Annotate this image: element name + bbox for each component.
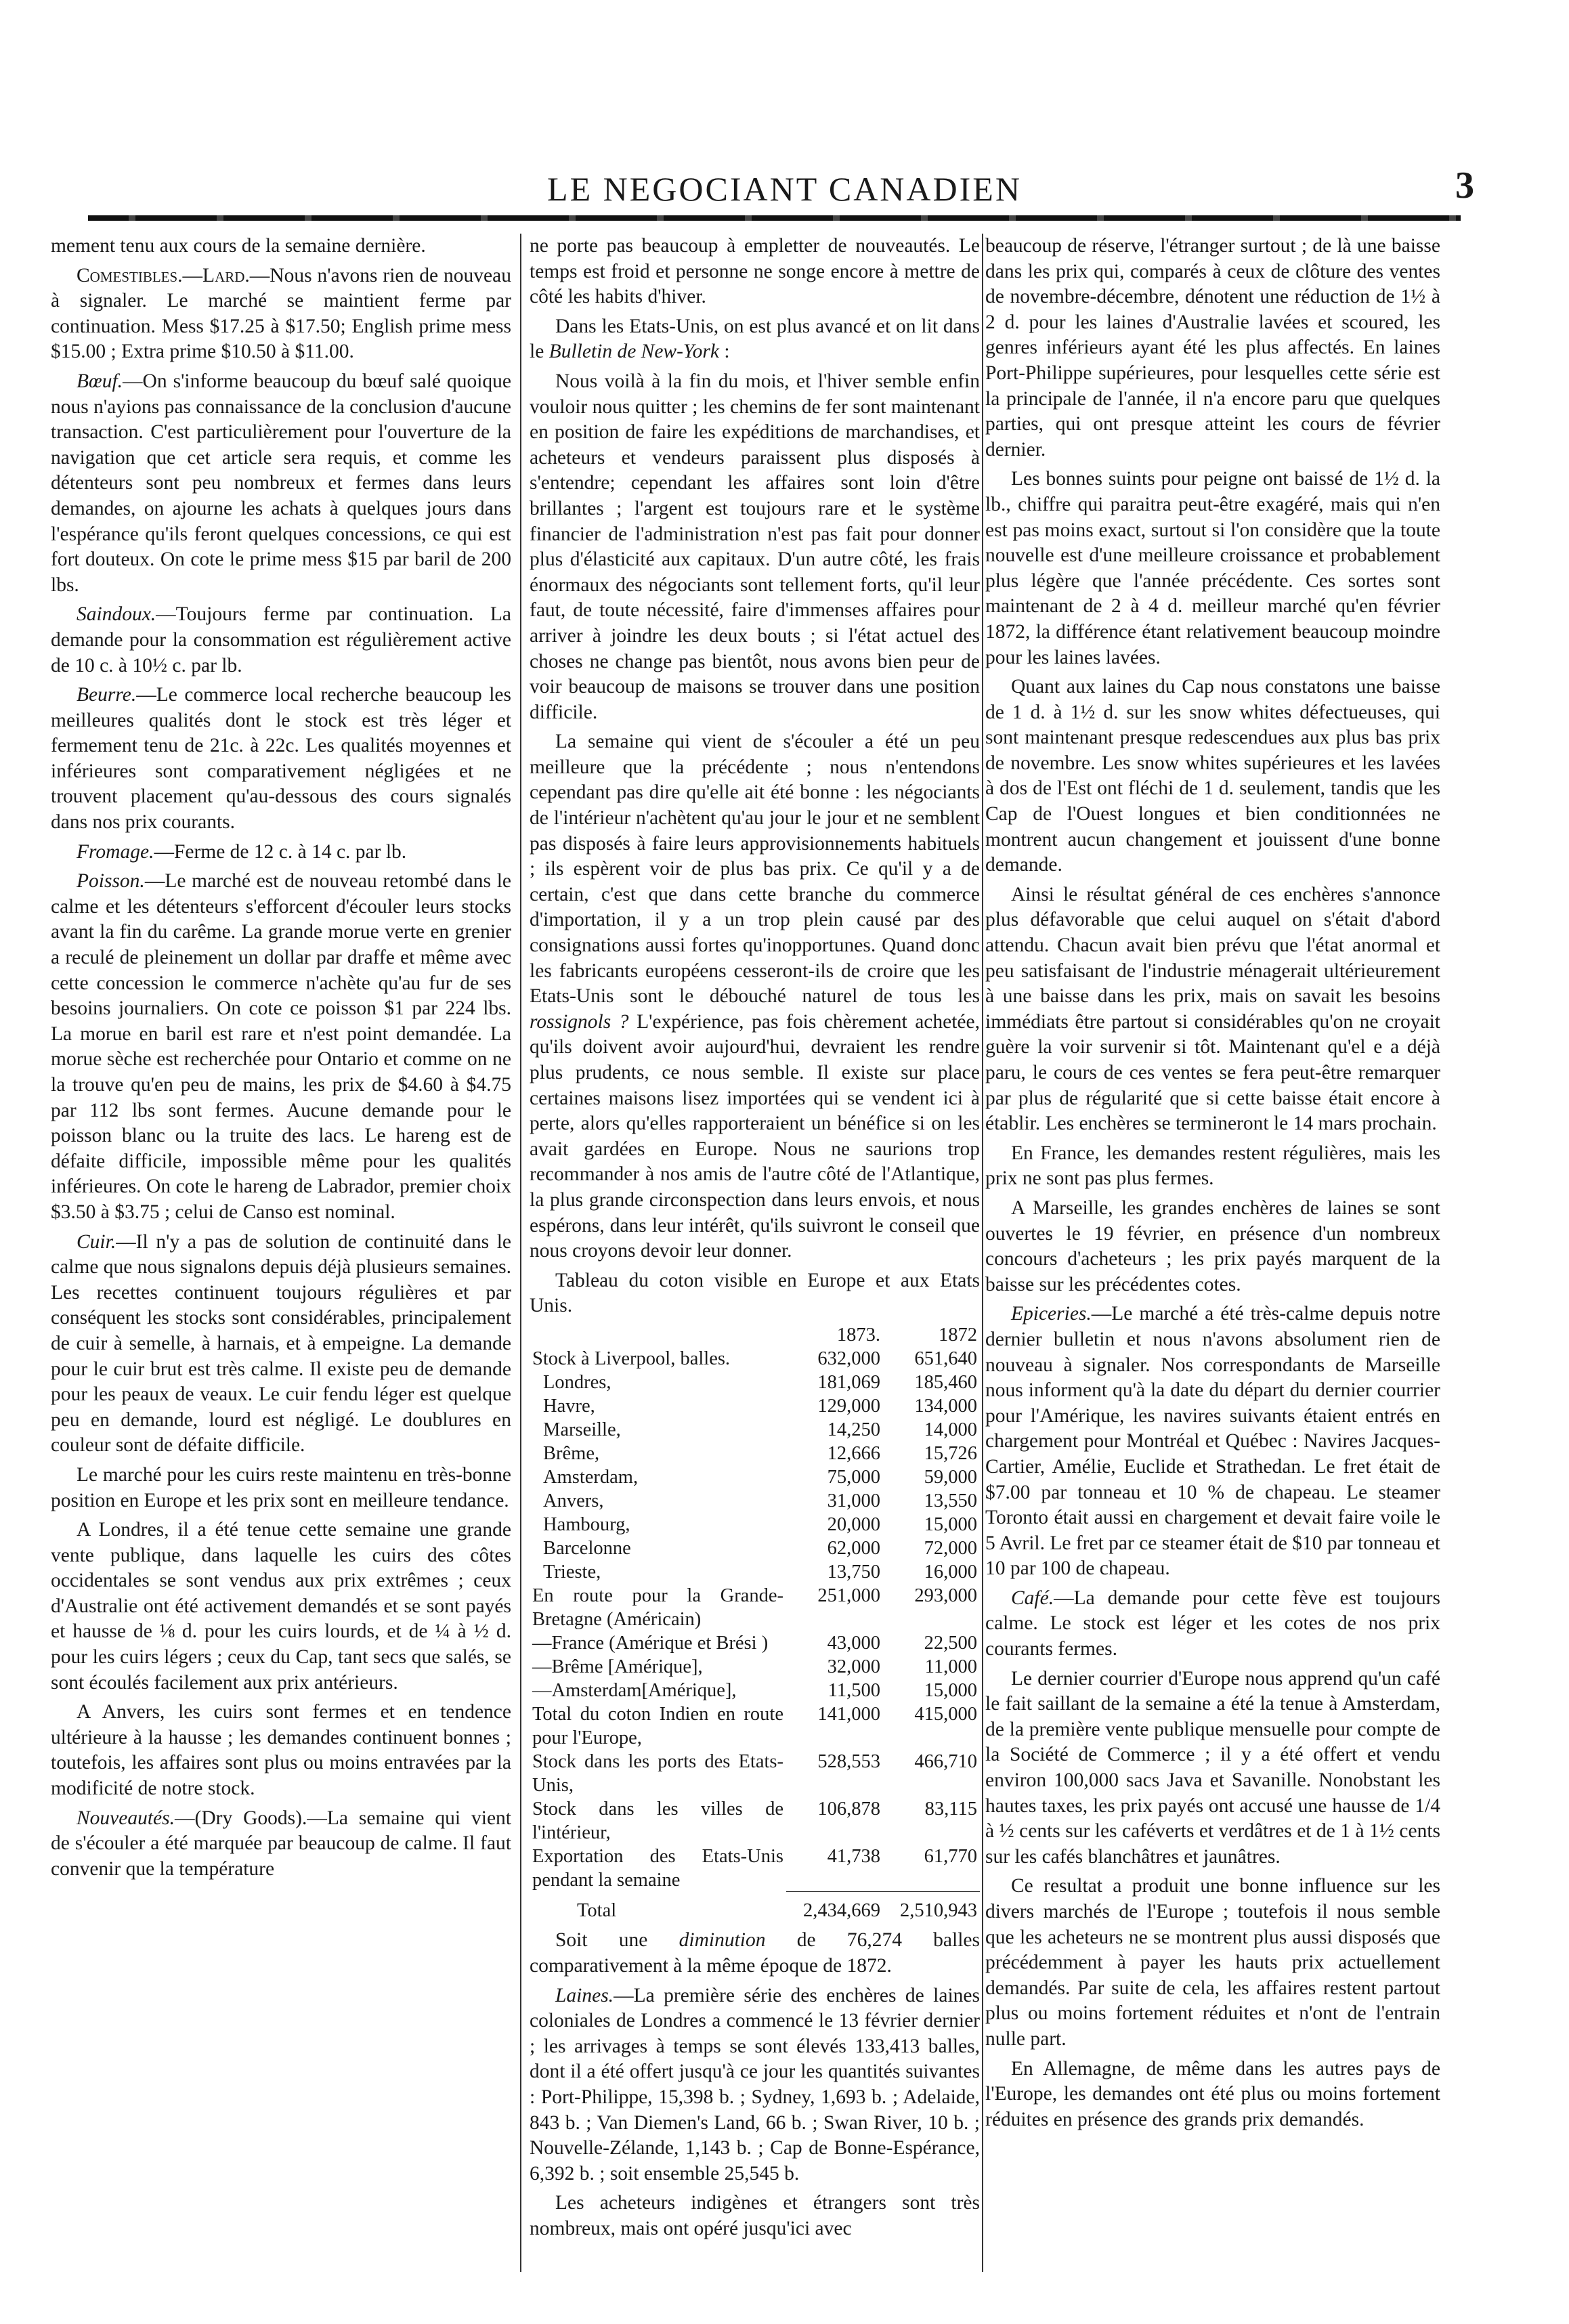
paragraph-text: —La première série des enchères de laines coloniales de Londres a commencé le 13 février dernier ; les arrivages à temps se sont élevés 133,413 balles, dont il a été offert jusqu'à ce jour les quantités suivantes : Port-Philippe, 15,398 b. ; Sydney, 1,693 b. ; Adelaide, 843 b. ; Van Diemen's Land, 66 b. ; Swan River, 10 b. ; Nouvelle-Zélande, 1,143 b. ; Cap de Bonne-Espérance, 6,392 b. ; soit ensemble 25,545 b.	[530, 1984, 980, 2185]
table-cell: 31,000	[827, 1490, 880, 1511]
paragraph: Quant aux laines du Cap nous constatons une baisse de 1 d. à 1½ d. sur les snow whites défectueuses, qui sont maintenant presque redescendues aux plus bas prix de novembre. Les snow whites supérieures et les lavées à dos de l'Est ont fléchi de 1 d. seulement, tandis que les Cap de l'Ouest longues et bien conditionnées ne montrent aucun changement et jouissent d'une bonne demande.	[985, 676, 1440, 876]
table-row	[530, 1679, 980, 1702]
table-cell: 43,000	[827, 1632, 880, 1654]
table-cell: 20,000	[827, 1513, 880, 1535]
table-cell: Marseille,	[543, 1419, 621, 1440]
table-cell: Total du coton Indien en route pour l'Europe,	[532, 1703, 783, 1748]
paragraph-text: —On s'informe beaucoup du bœuf salé quoique nous n'ayions pas connaissance de la conclusion d'aucune transaction. C'est particulièrement pour l'ouverture de la navigation que cet article sera requis, et comme les détenteurs sont peu nombreux et fermes dans leurs demandes, on ajourne les achats à quelques jours dans l'espérance qu'ils feront quelques concessions, ce qui est fort douteux. On cote le prime mess $15 par baril de 200 lbs.	[51, 370, 511, 596]
table-cell: Brême,	[543, 1442, 600, 1464]
paragraph: mement tenu aux cours de la semaine dernière.	[51, 235, 426, 257]
table-row	[530, 1584, 980, 1631]
table-cell: Amsterdam,	[543, 1466, 639, 1488]
paragraph	[51, 263, 511, 365]
table-cell: 14,250	[827, 1419, 880, 1440]
column-1	[51, 234, 511, 2272]
table-cell: Stock dans les ports des Etats-Unis,	[532, 1750, 783, 1796]
table-row	[530, 1797, 980, 1845]
table-row	[530, 1394, 980, 1418]
table-cell: 528,553	[817, 1750, 880, 1772]
table-cell: 2,434,669	[803, 1900, 880, 1922]
table-cell: 83,115	[924, 1798, 977, 1820]
table-header-cell: 1873.	[836, 1324, 880, 1346]
table-cell: Stock dans les villes de l'intérieur,	[532, 1798, 783, 1843]
table-cell: 11,500	[828, 1679, 880, 1701]
column-2	[530, 234, 980, 2272]
table-header-cell: 1872	[939, 1324, 977, 1346]
table-cell: 251,000	[817, 1585, 880, 1606]
column-3	[985, 234, 1440, 2272]
section-heading: Comestibles.—Lard.	[77, 264, 250, 286]
table-cell: 293,000	[914, 1585, 977, 1606]
table-cell: 129,000	[817, 1395, 880, 1417]
table-cell: 72,000	[924, 1537, 977, 1559]
table-cell: 134,000	[914, 1395, 977, 1417]
table-cell: Londres,	[543, 1371, 611, 1393]
column-divider	[982, 234, 983, 2272]
table-row	[530, 1442, 980, 1465]
table-cell: 11,000	[924, 1656, 977, 1677]
section-heading: Nouveautés.	[77, 1807, 175, 1829]
table-cell: 651,640	[914, 1348, 977, 1369]
table-cell: Trieste,	[543, 1561, 601, 1583]
table-row	[530, 1371, 980, 1394]
paragraph	[985, 1301, 1440, 1582]
table-row	[530, 1465, 980, 1489]
paragraph-text: :	[718, 341, 730, 363]
paragraph-text: —Toujours ferme par continuation. La demande pour la consommation est régulièrement active de 10 c. à 10½ c. par lb.	[51, 603, 511, 676]
table-row	[530, 1750, 980, 1797]
table-cell: Exportation des Etats-Unis pendant la semaine	[532, 1845, 783, 1891]
section-heading: Epiceries.	[1011, 1303, 1092, 1325]
table-row	[530, 1536, 980, 1560]
table-cell: Stock à Liverpool, balles.	[532, 1348, 731, 1369]
table-row	[530, 1631, 980, 1655]
paragraph: A Anvers, les cuirs sont fermes et en tendence ultérieure à la hausse ; les demandes continuent bonnes ; toutefois, les affaires sont plus ou moins entravées par la modificité de notre stock.	[51, 1701, 511, 1800]
header-rule	[88, 215, 1461, 221]
table-cell: 13,750	[827, 1561, 880, 1583]
masthead: LE NEGOCIANT CANADIEN	[547, 170, 1022, 208]
paragraph	[51, 602, 511, 679]
table-cell: 15,000	[924, 1679, 977, 1701]
paragraph: beaucoup de réserve, l'étranger surtout ; de là une baisse dans les prix qui, comparés à ceux de clôture des ventes de novembre-décembre, dénotent une réduction de 1½ à 2 d. pour les laines d'Australie lavées et scoured, les genres inférieurs ayant été les plus affectés. En laines Port-Philippe supérieures, pour lesquelles cette série est la principale de l'année, il n'a encore paru que quelques parties, qui ont presque atteint les cours de février dernier.	[985, 235, 1440, 460]
table-cell: 15,000	[924, 1513, 977, 1535]
paragraph	[985, 1586, 1440, 1662]
column-divider	[520, 234, 521, 2272]
table-cell: 141,000	[817, 1703, 880, 1725]
paragraph-text: —Le commerce local recherche beaucoup les meilleures qualités dont le stock est très léger et fermement tenu de 21c. à 22c. Les qualités moyennes et inférieures sont comparativement négligées et ne trouvent placement qu'au-dessous des cours signalés dans nos prix courants.	[51, 684, 511, 834]
table-cell: 632,000	[817, 1348, 880, 1369]
table-caption: Tableau du coton visible en Europe et aux Etats Unis.	[530, 1269, 980, 1317]
table-cell: Barcelonne	[543, 1537, 631, 1559]
paragraph	[51, 1806, 511, 1882]
table-cell: 62,000	[827, 1537, 880, 1559]
table-row	[530, 1418, 980, 1442]
cotton-table	[530, 1323, 980, 1923]
table-cell: —Brême [Amérique],	[532, 1656, 703, 1677]
page-number: 3	[1455, 165, 1474, 207]
table-row	[530, 1560, 980, 1584]
table-cell: —Amsterdam[Amérique],	[532, 1679, 737, 1701]
publication-title: Bulletin de New-York	[549, 341, 719, 363]
paragraph-text: —Il n'y a pas de solution de continuité dans le calme que nous signalons depuis déjà plusieurs semaines. Les recettes continuent toujours régulières et par conséquent les stocks sont considérables, principalement de cuir à semelle, à harnais, et à empeigne. La demande pour le cuir brut est très calme. Il existe peu de demande pour les peaux de veaux. Le cuir fendu léger est quelque peu en demande, lourd est négligé. Le doublures en couleur sont de défaite difficile.	[51, 1230, 511, 1457]
paragraph	[530, 1928, 980, 1979]
paragraph	[530, 1983, 980, 2187]
table-cell: 41,738	[786, 1845, 883, 1892]
section-heading: Poisson.	[77, 870, 145, 892]
table-cell: 75,000	[827, 1466, 880, 1488]
table-cell: 22,500	[924, 1632, 977, 1654]
section-heading: Cuir.	[77, 1230, 116, 1253]
table-cell: 16,000	[924, 1561, 977, 1583]
paragraph-text: —Ferme de 12 c. à 14 c. par lb.	[154, 840, 407, 863]
table-cell: Hambourg,	[543, 1513, 630, 1535]
table-cell: Anvers,	[543, 1490, 604, 1511]
paragraph: Ce resultat a produit une bonne influence sur les divers marchés de l'Europe ; toutefois il nous semble que les acheteurs ne se montrent plus aussi disposés que précédemment à payer les hauts prix actuellement demandés. Par suite de cela, les affaires restent partout plus ou moins fortement réduites et n'ont de l'entrain nulle part.	[985, 1875, 1440, 2050]
table-total-row	[530, 1892, 980, 1923]
paragraph-text: —Nous n'avons rien de nouveau à signaler. Le marché se maintient ferme par continuation. Mess $17.25 à $17.50; English prime mess $15.00 ; Extra prime $10.50 à $11.00.	[51, 264, 511, 363]
paragraph-text: de 76,274 balles comparativement à la même époque de 1872.	[530, 1929, 980, 1977]
table-row	[530, 1489, 980, 1513]
table-cell: 181,069	[817, 1371, 880, 1393]
page-header	[0, 0, 1569, 223]
paragraph-text: —Le marché est de nouveau retombé dans le calme et les détenteurs s'efforcent d'écouler leurs stocks avant la fin du carême. La grande morue verte en grenier a reculé de pleinement un dollar par draffe et même avec cette concession le commerce n'achète qu'au fur de ses besoins journaliers. On cote ce poisson $1 par 224 lbs. La morue en baril est rare et n'est point demandée. La morue sèche est recherchée pour Ontario et comme on ne la trouve qu'en peu de mains, les prix de $4.60 à $4.75 par 112 lbs sont fermes. Aucune demande pour le poisson blanc ou la truite des lacs. Le hareng est de défaite difficile, impossible même pour les qualités inférieures. On cote le hareng de Labrador, premier choix $3.50 à $3.75 ; celui de Canso est nominal.	[51, 870, 511, 1223]
table-cell: 14,000	[924, 1419, 977, 1440]
section-heading: Bœuf.	[77, 370, 123, 392]
paragraph: Les bonnes suints pour peigne ont baissé de 1½ d. la lb., chiffre qui paraitra peut-être exagéré, mais qui n'en est pas moins exact, surtout si l'on considère que la toute nouvelle est d'une meilleure croissance et probablement plus légère que l'année précédente. Ces sortes sont maintenant de 2 à 4 d. meilleur marché qu'en février 1872, la différence étant relativement beaucoup moindre pour les laines lavées.	[985, 468, 1440, 668]
paragraph-text: —La demande pour cette fève est toujours calme. Le stock est léger et les cotes de nos prix courants fermes.	[985, 1587, 1440, 1660]
paragraph: Le dernier courrier d'Europe nous apprend qu'un café le fait saillant de la semaine a été la tenue à Amsterdam, de la première vente publique mensuelle pour compte de la Société de Commerce ; il y a été offert et vendu environ 100,000 sacs Java et Savanille. Nonobstant les hautes taxes, les prix payés ont accusé une hausse de 1/4 à ½ cents sur les caféverts et verdâtres et de 1 à 1½ cents sur les cafés blanchâtres et jaunâtres.	[985, 1667, 1440, 1868]
paragraph	[51, 1230, 511, 1459]
section-heading: Laines.	[555, 1984, 614, 2006]
paragraph	[51, 869, 511, 1225]
paragraph: En France, les demandes restent régulières, mais les prix ne sont pas plus fermes.	[985, 1142, 1440, 1190]
table-header-row	[530, 1323, 980, 1347]
paragraph: Les acheteurs indigènes et étrangers sont très nombreux, mais ont opéré jusqu'ici avec	[530, 2192, 980, 2239]
paragraph	[530, 729, 980, 1264]
table-row	[530, 1513, 980, 1536]
paragraph: ne porte pas beaucoup à empletter de nouveautés. Le temps est froid et personne ne songe encore à mettre de côté les habits d'hiver.	[530, 235, 980, 308]
table-cell: Total	[577, 1899, 617, 1921]
table-cell: En route pour la Grande-Bretagne (Américain)	[532, 1585, 783, 1630]
paragraph: A Londres, il a été tenue cette semaine une grande vente publique, dans laquelle les cuirs des côtes occidentales se sont vendus aux prix extrêmes ; ceux d'Australie ont été activement demandés et se sont payés et hausse de ⅛ d. pour les cuirs lourds, et de ¼ à ½ d. pour les cuirs légers ; ceux du Cap, tant secs que salés, se sont écoulés facilement aux prix antérieurs.	[51, 1519, 511, 1694]
emphasis: rossignols ?	[530, 1010, 629, 1033]
table-row	[530, 1655, 980, 1679]
paragraph: Le marché pour les cuirs reste maintenu en très-bonne position en Europe et les prix sont en meilleure tendance.	[51, 1463, 511, 1511]
table-header-cell	[530, 1323, 786, 1347]
paragraph-text: —Le marché a été très-calme depuis notre dernier bulletin et nous n'avons absolument rien de nouveau à signaler. Nos correspondants de Marseille nous informent qu'à la date du départ du dernier courrier pour l'Amérique, les navires suivants étaient entrés en chargement pour Montréal et Québec : Navires Jacques-Cartier, Amélie, Euclide et Strathedan. Le fret était de $7.00 par tonneau et 10 % de chapeau. Le steamer Toronto était aussi en chargement et devait faire voile le 5 Avril. Le fret par ce steamer était de $10 par tonneau et 10 par 100 de chapeau.	[985, 1303, 1440, 1580]
table-cell: 466,710	[914, 1750, 977, 1772]
section-heading: Beurre.	[77, 684, 137, 706]
paragraph: A Marseille, les grandes enchères de laines se sont ouvertes le 19 février, en présence d'un nombreux concours d'acheteurs ; les prix payés marquent de la baisse sur les précédentes cotes.	[985, 1197, 1440, 1295]
table-cell: 2,510,943	[900, 1900, 977, 1922]
paragraph: Ainsi le résultat général de ces enchères s'annonce plus défavorable que celui auquel on s'était d'abord attendu. Chacun avait bien prévu que l'état anormal et peu satisfaisant de l'industrie ménagerait ultérieurement à une baisse dans les prix, mais on savait les besoins immédiats être partout si considérables qu'on ne croyait guère la voir survenir si tôt. Maintenant qu'el e a déjà paru, le cours de ces ventes se fera peut-être remarquer par plus de régularité que si cette baisse était encore à établir. Les enchères se termineront le 14 mars prochain.	[985, 883, 1440, 1135]
table-cell: 32,000	[827, 1656, 880, 1677]
table-row	[530, 1845, 980, 1892]
paragraph-text: —(Dry Goods).—La semaine qui vient de s'écouler a été marquée par beaucoup de calme. Il faut convenir que la température	[51, 1807, 511, 1880]
table-row	[530, 1702, 980, 1750]
paragraph	[51, 369, 511, 598]
paragraph: Nous voilà à la fin du mois, et l'hiver semble enfin vouloir nous quitter ; les chemins de fer sont maintenant en position de faire les expéditions de marchandises, et acheteurs et vendeurs paraissent plus disposés à s'entendre; cependant les affaires sont loin d'être brillantes ; l'argent est toujours rare et le système financier de l'administration n'est pas fait pour donner plus d'élasticité aux capitaux. D'un autre côté, les frais énormaux des négociants sont tellement forts, qu'il leur faut, de toute nécessité, faire d'immenses affaires pour arriver à joindre les deux bouts ; si l'état actuel des choses ne change pas bientôt, nous avons bien peur de voir beaucoup de maisons se trouver dans une position difficile.	[530, 370, 980, 723]
table-cell: 15,726	[924, 1442, 977, 1464]
section-heading: Fromage.	[77, 840, 154, 863]
paragraph-text: L'expérience, pas fois chèrement achetée, qu'ils doivent avoir aujourd'hui, devraient les rendre plus prudents, ce nous semble. Il existe sur place certaines maisons lisez importées qui se vendent ici à perte, alors qu'elles rapporteraient un bénéfice si on les avait gardées en Europe. Nous ne saurions trop recommander à nos amis de l'autre côté de l'Atlantique, la plus grande circonspection dans leurs envois, et nous espérons, dans leur intérêt, qu'ils suivront le conseil que nous croyons devoir leur donner.	[530, 1010, 980, 1262]
paragraph-text: La semaine qui vient de s'écouler a été un peu meilleure que la précédente ; nous n'entendons cependant pas dire qu'elle ait été bonne : les négociants de l'intérieur n'achètent qu'au jour le jour et ne semblent pas disposés à faire leurs approvisionnements habituels ; ils espèrent voir de plus bas prix. Ce qu'il y a de certain, c'est que dans cette branche du commerce d'importation, il y a un trop plein causé par des consignations aussi fortes qu'inopportunes. Quand donc les fabricants européens cesseront-ils de croire que les Etats-Unis sont le débouché naturel de tous les	[530, 731, 980, 1008]
paragraph-text: Soit une	[555, 1929, 679, 1952]
paragraph	[530, 314, 980, 365]
table-cell: 13,550	[924, 1490, 977, 1511]
table-cell: —France (Amérique et Brési )	[532, 1632, 769, 1654]
table-cell: 185,460	[914, 1371, 977, 1393]
section-heading: Saindoux.	[77, 603, 156, 626]
emphasis: diminution	[679, 1929, 766, 1952]
paragraph	[51, 840, 511, 865]
table-row	[530, 1347, 980, 1371]
table-cell: 59,000	[924, 1466, 977, 1488]
table-cell: 61,770	[883, 1845, 980, 1892]
paragraph-text: Dans les Etats-Unis, on est plus avancé et on lit dans le	[530, 315, 980, 363]
table-body	[530, 1347, 980, 1892]
table-cell: 106,878	[817, 1798, 880, 1820]
paragraph	[51, 683, 511, 836]
table-cell: 12,666	[827, 1442, 880, 1464]
table-cell: Havre,	[543, 1395, 595, 1417]
table-cell: 415,000	[914, 1703, 977, 1725]
section-heading: Café.	[1011, 1587, 1054, 1609]
paragraph: En Allemagne, de même dans les autres pays de l'Europe, les demandes ont été plus ou moins fortement réduites en présence des grands prix demandés.	[985, 2057, 1440, 2130]
